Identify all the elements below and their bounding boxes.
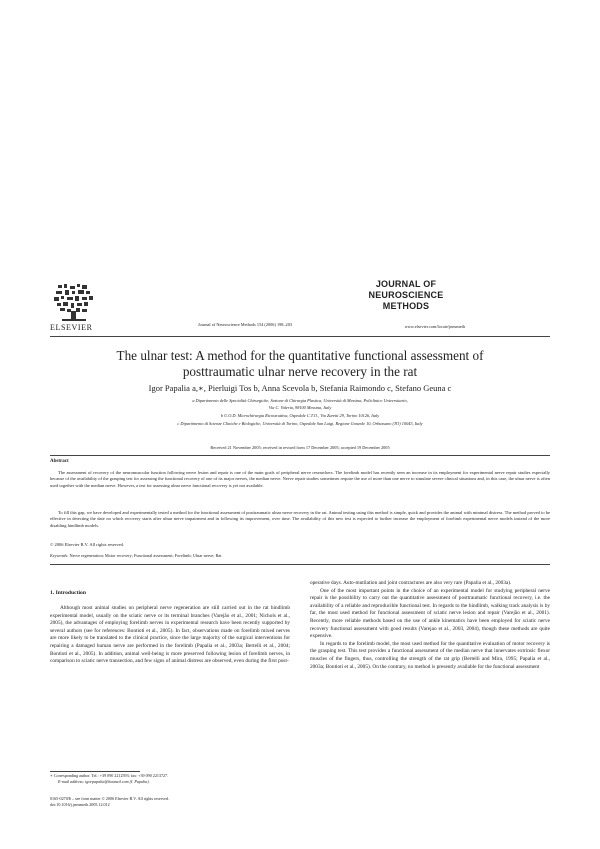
corresponding-author: ∗ Corresponding author. Tel.: +39 090 2212593; fax: +39 090 2213727. <box>50 773 169 778</box>
abstract-heading: Abstract <box>50 459 69 464</box>
title-line: The ulnar test: A method for the quantitative functional assessment of <box>116 348 484 363</box>
footnote <box>50 773 290 784</box>
author-list: Igor Papalia a,∗, Pierluigi Tos b, Anna Scevola b, Stefania Raimondo c, Stefano Geuna c <box>148 383 452 393</box>
keywords-label: Keywords: <box>50 553 69 558</box>
abstract-paragraph: To fill this gap, we have developed and experimentally tested a method for the functional assessment of posttraumatic ulnar nerve recovery in the rat. Animal testing using this method is simple, quick and provides the animal with minimal distress. The method proved to be effective in detecting the date on which recovery starts after ulnar nerve impairment and in following its improvement, over time. The availability of this new test is expected to further increase the employment of forelimb experimental nerve models instead of the more disabling hindlimb models. <box>50 510 550 528</box>
keywords-text: Nerve regeneration; Motor recovery; Functional assessment; Forelimb; Ulnar nerve; Rat <box>69 553 222 558</box>
journal-logo <box>347 279 465 312</box>
body-paragraph: operative days. Auto-mutilation and joint contractures are also very rare (Papalia et al., 2003a). <box>310 580 512 586</box>
journal-logo-line: METHODS <box>382 301 430 311</box>
affiliation: a Dipartimento delle Specialità Chirurgiche, Sezione di Chirurgia Plastica, Università di Messina, Policlinico Universitario, <box>192 398 408 403</box>
email-address[interactable]: E-mail address: igorpapalia@hotmail.com (I. Papalia). <box>58 778 150 784</box>
abstract-paragraph: The assessment of recovery of the neuromuscular function following nerve lesion and repair is one of the main goals of peripheral nerve researchers. The forelimb model has recently seen an increase in its employment for experimental nerve repair studies especially because of the availability of the grasping test for assessing the functional recovery of one of its major nerves, the median nerve. Nerve repair studies sometimes require the use of more than one nerve to simulate severe clinical situations and, in this case, the ulnar nerve is often used together with the median nerve. However, a test for assessing ulnar nerve functional recovery is yet not available. <box>50 470 550 488</box>
keywords <box>50 553 550 558</box>
title-line: posttraumatic ulnar nerve recovery in the rat <box>182 364 418 379</box>
article-title <box>60 348 540 380</box>
header-divider <box>50 336 550 337</box>
elsevier-tree-logo <box>52 283 96 323</box>
divider <box>50 455 550 456</box>
journal-logo-line: NEUROSCIENCE <box>368 290 444 300</box>
journal-url[interactable]: www.elsevier.com/locate/jneumeth <box>404 324 465 329</box>
right-column <box>310 580 550 671</box>
left-column-text: Although most animal studies on peripheral nerve regeneration are still carried out in the rat hindlimb experimental model, usually on the sciatic nerve or its terminal branches (Varejão et al., 2001; Nichols et al., 2005), the advantages of employing forelimb nerves in experimental research have been recently supported by several authors (see for references: Bontioti et al., 2005). In fact, observations made on forelimb mixed nerves are more likely to be translated to the clinical practice, since the large majority of the surgical interventions for repairing a damaged human nerve are performed in the forelimb (Papalia et al., 2003a; Bertelli et al., 2004; Bontioti et al., 2005). In addition, animal well-being is more preserved following lesion of forelimb nerves, in comparison to sciatic nerve transection, and few signs of animal distress are observed, even during the first post- <box>50 605 290 665</box>
footnote-divider <box>50 771 140 772</box>
copyright-line: © 2006 Elsevier B.V. All rights reserved. <box>50 542 124 547</box>
body-paragraph: One of the most important points in the choice of an experimental model for studying peripheral nerve repair is the possibility to carry out the quantitative assessment of posttraumatic functional recovery, i.e. the availability of a reliable and reproducible functional test. In regards to the hindlimb, walking track analysis is by far, the most used method for functional assessment of sciatic nerve lesion and repair (Varejão et al., 2001). Recently, more reliable methods based on the use of ankle kinematics have been employed for sciatic nerve recovery functional assessment with good results (Varejao et al., 2003, 2004), though these methods are quite expensive. <box>310 587 550 640</box>
affiliation: c Dipartimento di Scienze Cliniche e Biologiche, Università di Torino, Ospedale San Luigi, Regione Gonzole 10, Orbassano (TO) 10043, Italy <box>177 421 423 426</box>
divider <box>50 564 550 565</box>
doi-line[interactable]: doi:10.1016/j.jneumeth.2005.12.012 <box>50 801 110 807</box>
journal-logo-line: JOURNAL OF <box>375 279 437 289</box>
received-dates: Received 21 November 2005; received in revised form 17 December 2005; accepted 19 December 2005 <box>210 445 390 450</box>
publisher-name: ELSEVIER <box>50 323 93 332</box>
issn-line: 0165-0270/$ – see front matter © 2006 Elsevier B.V. All rights reserved. <box>50 796 170 801</box>
section-heading: 1. Introduction <box>50 590 86 596</box>
front-matter <box>50 796 290 807</box>
affiliation: b U.O.D. Microchirurgia Ricostruttiva, Ospedale C.T.O., Via Zuretti 29, Torino 10126, Italy <box>220 413 380 418</box>
body-paragraph: In regards to the forelimb model, the most used method for the quantitative evaluation of motor recovery is the grasping test. This test provides a functional assessment of the median nerve that innervates extrinsic flexor muscles of the fingers, thus, controlling the strength of the rat grip (Bertelli and Mira, 1995; Papalia et al., 2003a; Bontioti et al., 2005). On the contrary, no method is presently available for the functional assessment <box>310 640 550 670</box>
affiliation: Via C. Valeria, 98100 Messina, Italy <box>268 405 332 410</box>
journal-reference: Journal of Neuroscience Methods 154 (2006) 198–203 <box>197 322 293 327</box>
